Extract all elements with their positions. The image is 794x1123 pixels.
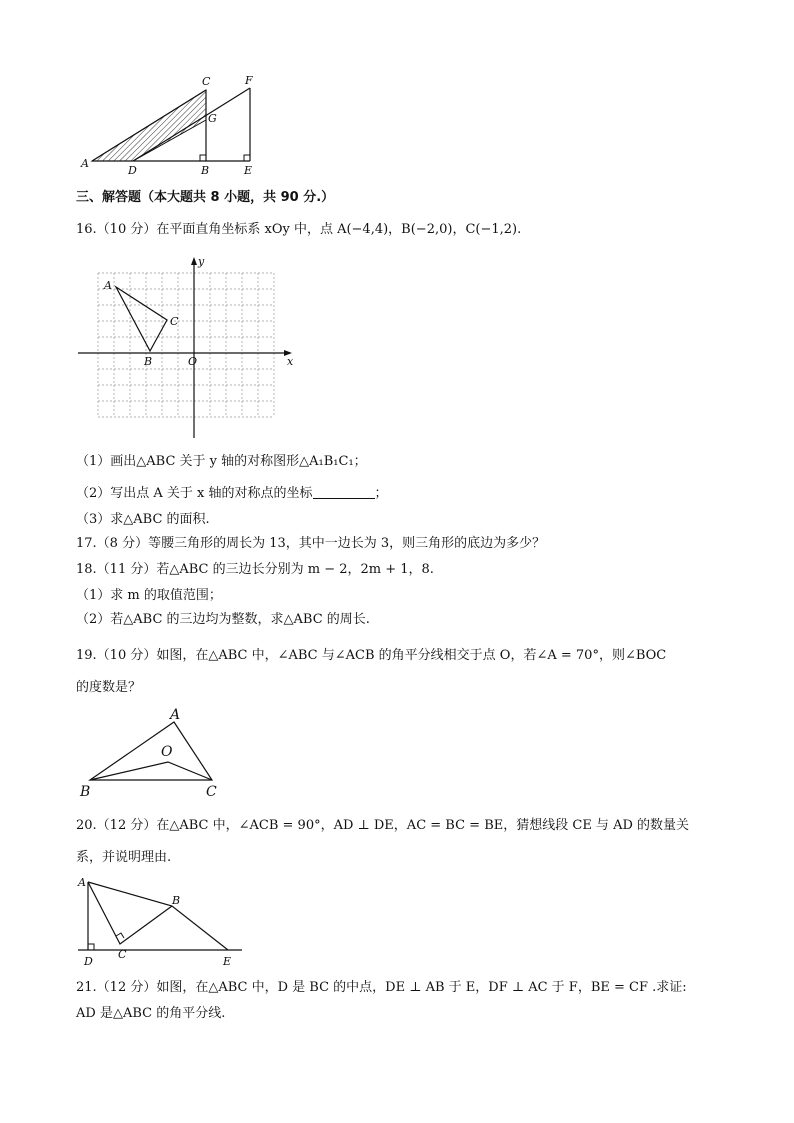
angle-bisectors <box>90 762 212 780</box>
triangle-ABC <box>116 287 167 351</box>
figure-q16-grid <box>74 253 304 443</box>
q21-stem-line2: AD 是△ABC 的角平分线. <box>76 1006 226 1021</box>
point-label-C: C <box>170 315 179 328</box>
label-E: E <box>244 164 253 177</box>
answer-blank <box>313 486 375 499</box>
q18-stem: 18.（11 分）若△ABC 的三边长分别为 m − 2，2m + 1，8. <box>76 562 434 577</box>
label-F: F <box>245 74 253 87</box>
q16-sub2-text: （2）写出点 A 关于 x 轴的对称点的坐标 <box>76 486 313 501</box>
figure-q20 <box>74 872 250 972</box>
grid-lines <box>98 273 274 417</box>
label-A: A <box>81 157 89 170</box>
label-D: D <box>128 164 137 177</box>
label-B: B <box>201 164 210 177</box>
q20-stem-line2: 系，并说明理由. <box>76 850 172 865</box>
q18-sub1: （1）求 m 的取值范围； <box>76 588 222 603</box>
q18-sub2: （2）若△ABC 的三边均为整数，求△ABC 的周长. <box>76 612 370 627</box>
label-C: C <box>206 784 217 800</box>
triangle-ABC <box>90 722 212 780</box>
label-C: C <box>118 948 127 961</box>
figure-q19 <box>76 702 236 802</box>
q16-sub1: （1）画出△ABC 关于 y 轴的对称图形△A₁B₁C₁； <box>76 454 367 469</box>
label-A: A <box>170 707 181 723</box>
q17-stem: 17.（8 分）等腰三角形的周长为 13，其中一边长为 3，则三角形的底边为多少？ <box>76 536 546 551</box>
q21-stem-line1: 21.（12 分）如图，在△ABC 中，D 是 BC 的中点，DE ⊥ AB 于 E，DF ⊥ AC 于 F，BE = CF .求证: <box>76 980 687 995</box>
label-O: O <box>161 744 173 760</box>
section-title: 三、解答题（本大题共 8 小题，共 90 分.） <box>76 190 335 205</box>
label-B: B <box>80 784 91 800</box>
q19-stem-line1: 19.（10 分）如图，在△ABC 中，∠ABC 与∠ACB 的角平分线相交于点 O，若∠A = 70°，则∠BOC <box>76 648 667 663</box>
axis-label-y: y <box>198 255 205 268</box>
label-D: D <box>84 955 93 968</box>
axis-label-origin: O <box>188 355 198 368</box>
q16-sub2 <box>76 485 388 503</box>
q20-stem-line1: 20.（12 分）在△ABC 中，∠ACB = 90°，AD ⊥ DE，AC = BC = BE，猜想线段 CE 与 AD 的数量关 <box>76 818 690 833</box>
q16-stem: 16.（10 分）在平面直角坐标系 xOy 中，点 A(−4,4)，B(−2,0)，C(−1,2). <box>76 222 522 237</box>
figure-q15 <box>78 72 268 180</box>
label-A: A <box>78 876 86 889</box>
label-G: G <box>208 112 217 125</box>
point-label-A: A <box>104 279 112 292</box>
point-label-B: B <box>144 355 153 368</box>
axis-label-x: x <box>287 355 294 368</box>
q16-sub2-end: ； <box>374 486 388 501</box>
label-E: E <box>223 955 232 968</box>
label-C: C <box>202 75 211 88</box>
q19-stem-line2: 的度数是？ <box>76 680 142 695</box>
label-B: B <box>172 894 181 907</box>
q16-sub3: （3）求△ABC 的面积. <box>76 512 210 527</box>
